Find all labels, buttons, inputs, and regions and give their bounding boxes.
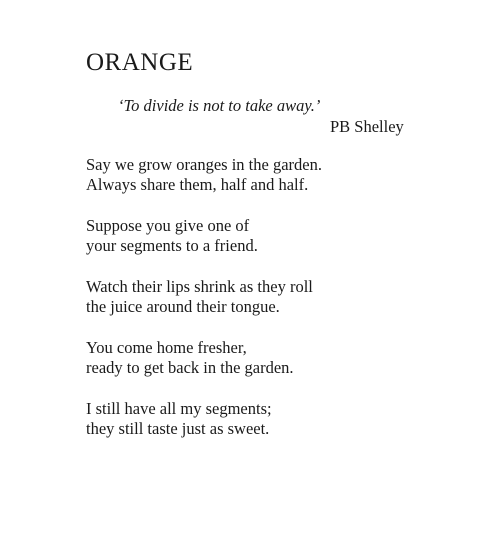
poem-line: I still have all my segments;: [86, 399, 272, 418]
poem-line: Suppose you give one of: [86, 216, 250, 235]
epigraph-quote: ‘To divide is not to take away.’: [118, 96, 321, 115]
poem-body: [86, 155, 466, 460]
poem-line: Say we grow oranges in the garden.: [86, 155, 322, 174]
stanza-3: [86, 277, 466, 317]
poem-line: the juice around their tongue.: [86, 297, 280, 316]
poem-title: ORANGE: [86, 49, 194, 76]
stanza-5: [86, 399, 466, 439]
poem-line: ready to get back in the garden.: [86, 358, 294, 377]
stanza-1: [86, 155, 466, 195]
poem-line: You come home fresher,: [86, 338, 247, 357]
poem-line: Watch their lips shrink as they roll: [86, 277, 313, 296]
poem-line: Always share them, half and half.: [86, 175, 309, 194]
epigraph-attribution: PB Shelley: [330, 117, 404, 136]
poem-line: they still taste just as sweet.: [86, 419, 270, 438]
stanza-4: [86, 338, 466, 378]
stanza-2: [86, 216, 466, 256]
poem-line: your segments to a friend.: [86, 236, 258, 255]
